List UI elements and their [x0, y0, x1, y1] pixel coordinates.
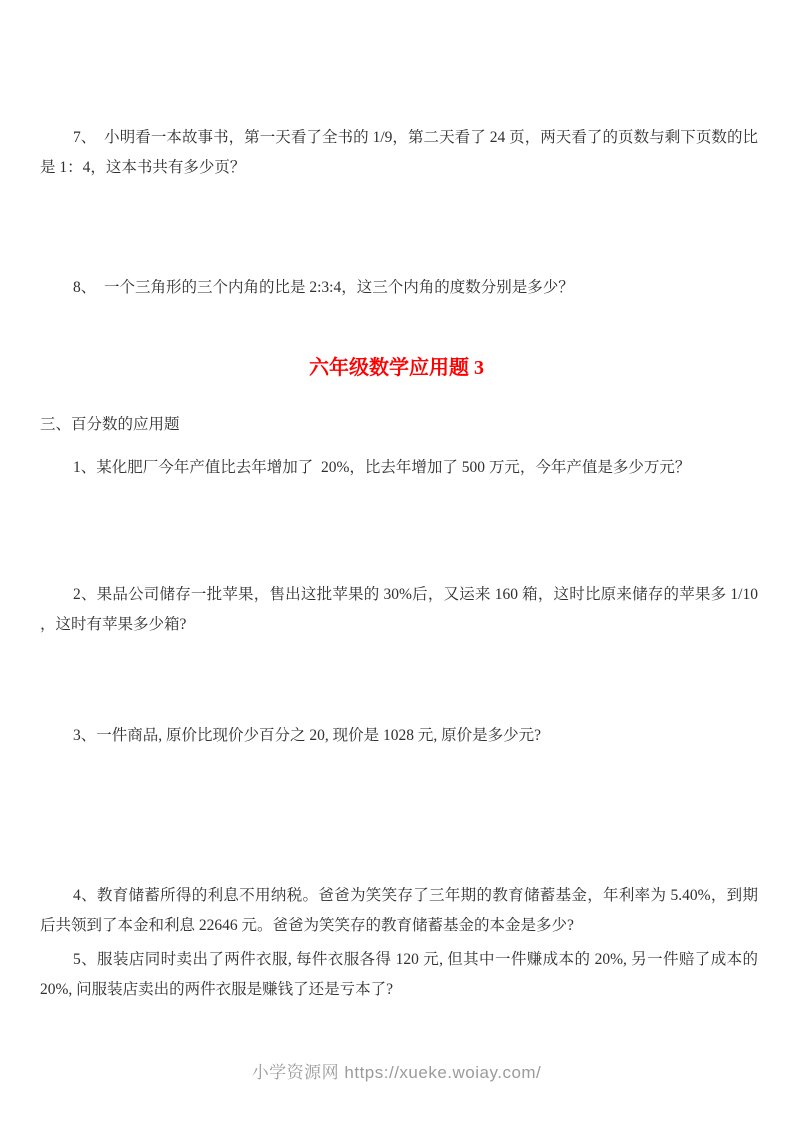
- problem-3: 3、一件商品, 原价比现价少百分之 20, 现价是 1028 元, 原价是多少元?: [73, 727, 542, 744]
- problem-8: 8、 一个三角形的三个内角的比是 2:3:4，这三个内角的度数分别是多少？: [73, 279, 574, 296]
- problem-7: 7、 小明看一本故事书，第一天看了全书的 1/9，第二天看了 24 页，两天看了的页数与剩下页数的比是 1：4，这本书共有多少页？: [40, 129, 758, 176]
- problem-2: 2、果品公司储存一批苹果，售出这批苹果的 30%后，又运来 160 箱，这时比原来储存的苹果多 1/10 ，这时有苹果多少箱?: [40, 586, 762, 633]
- worksheet-title: 六年级数学应用题 3: [309, 357, 484, 379]
- problem-1: 1、某化肥厂今年产值比去年增加了 20%，比去年增加了 500 万元，今年产值是多少万元？: [73, 459, 691, 476]
- problem-4: 4、教育储蓄所得的利息不用纳税。爸爸为笑笑存了三年期的教育储蓄基金，年利率为 5.40%，到期后共领到了本金和利息 22646 元。爸爸为笑笑存的教育储蓄基金的本金是多少?: [40, 887, 758, 934]
- problem-5: 5、服装店同时卖出了两件衣服, 每件衣服各得 120 元, 但其中一件赚成本的 20%, 另一件赔了成本的 20%, 问服装店卖出的两件衣服是赚钱了还是亏本了?: [40, 951, 762, 998]
- section-heading: 三、百分数的应用题: [40, 416, 180, 433]
- footer-site-link: 小学资源网 https://xueke.woiay.com/: [251, 1063, 542, 1082]
